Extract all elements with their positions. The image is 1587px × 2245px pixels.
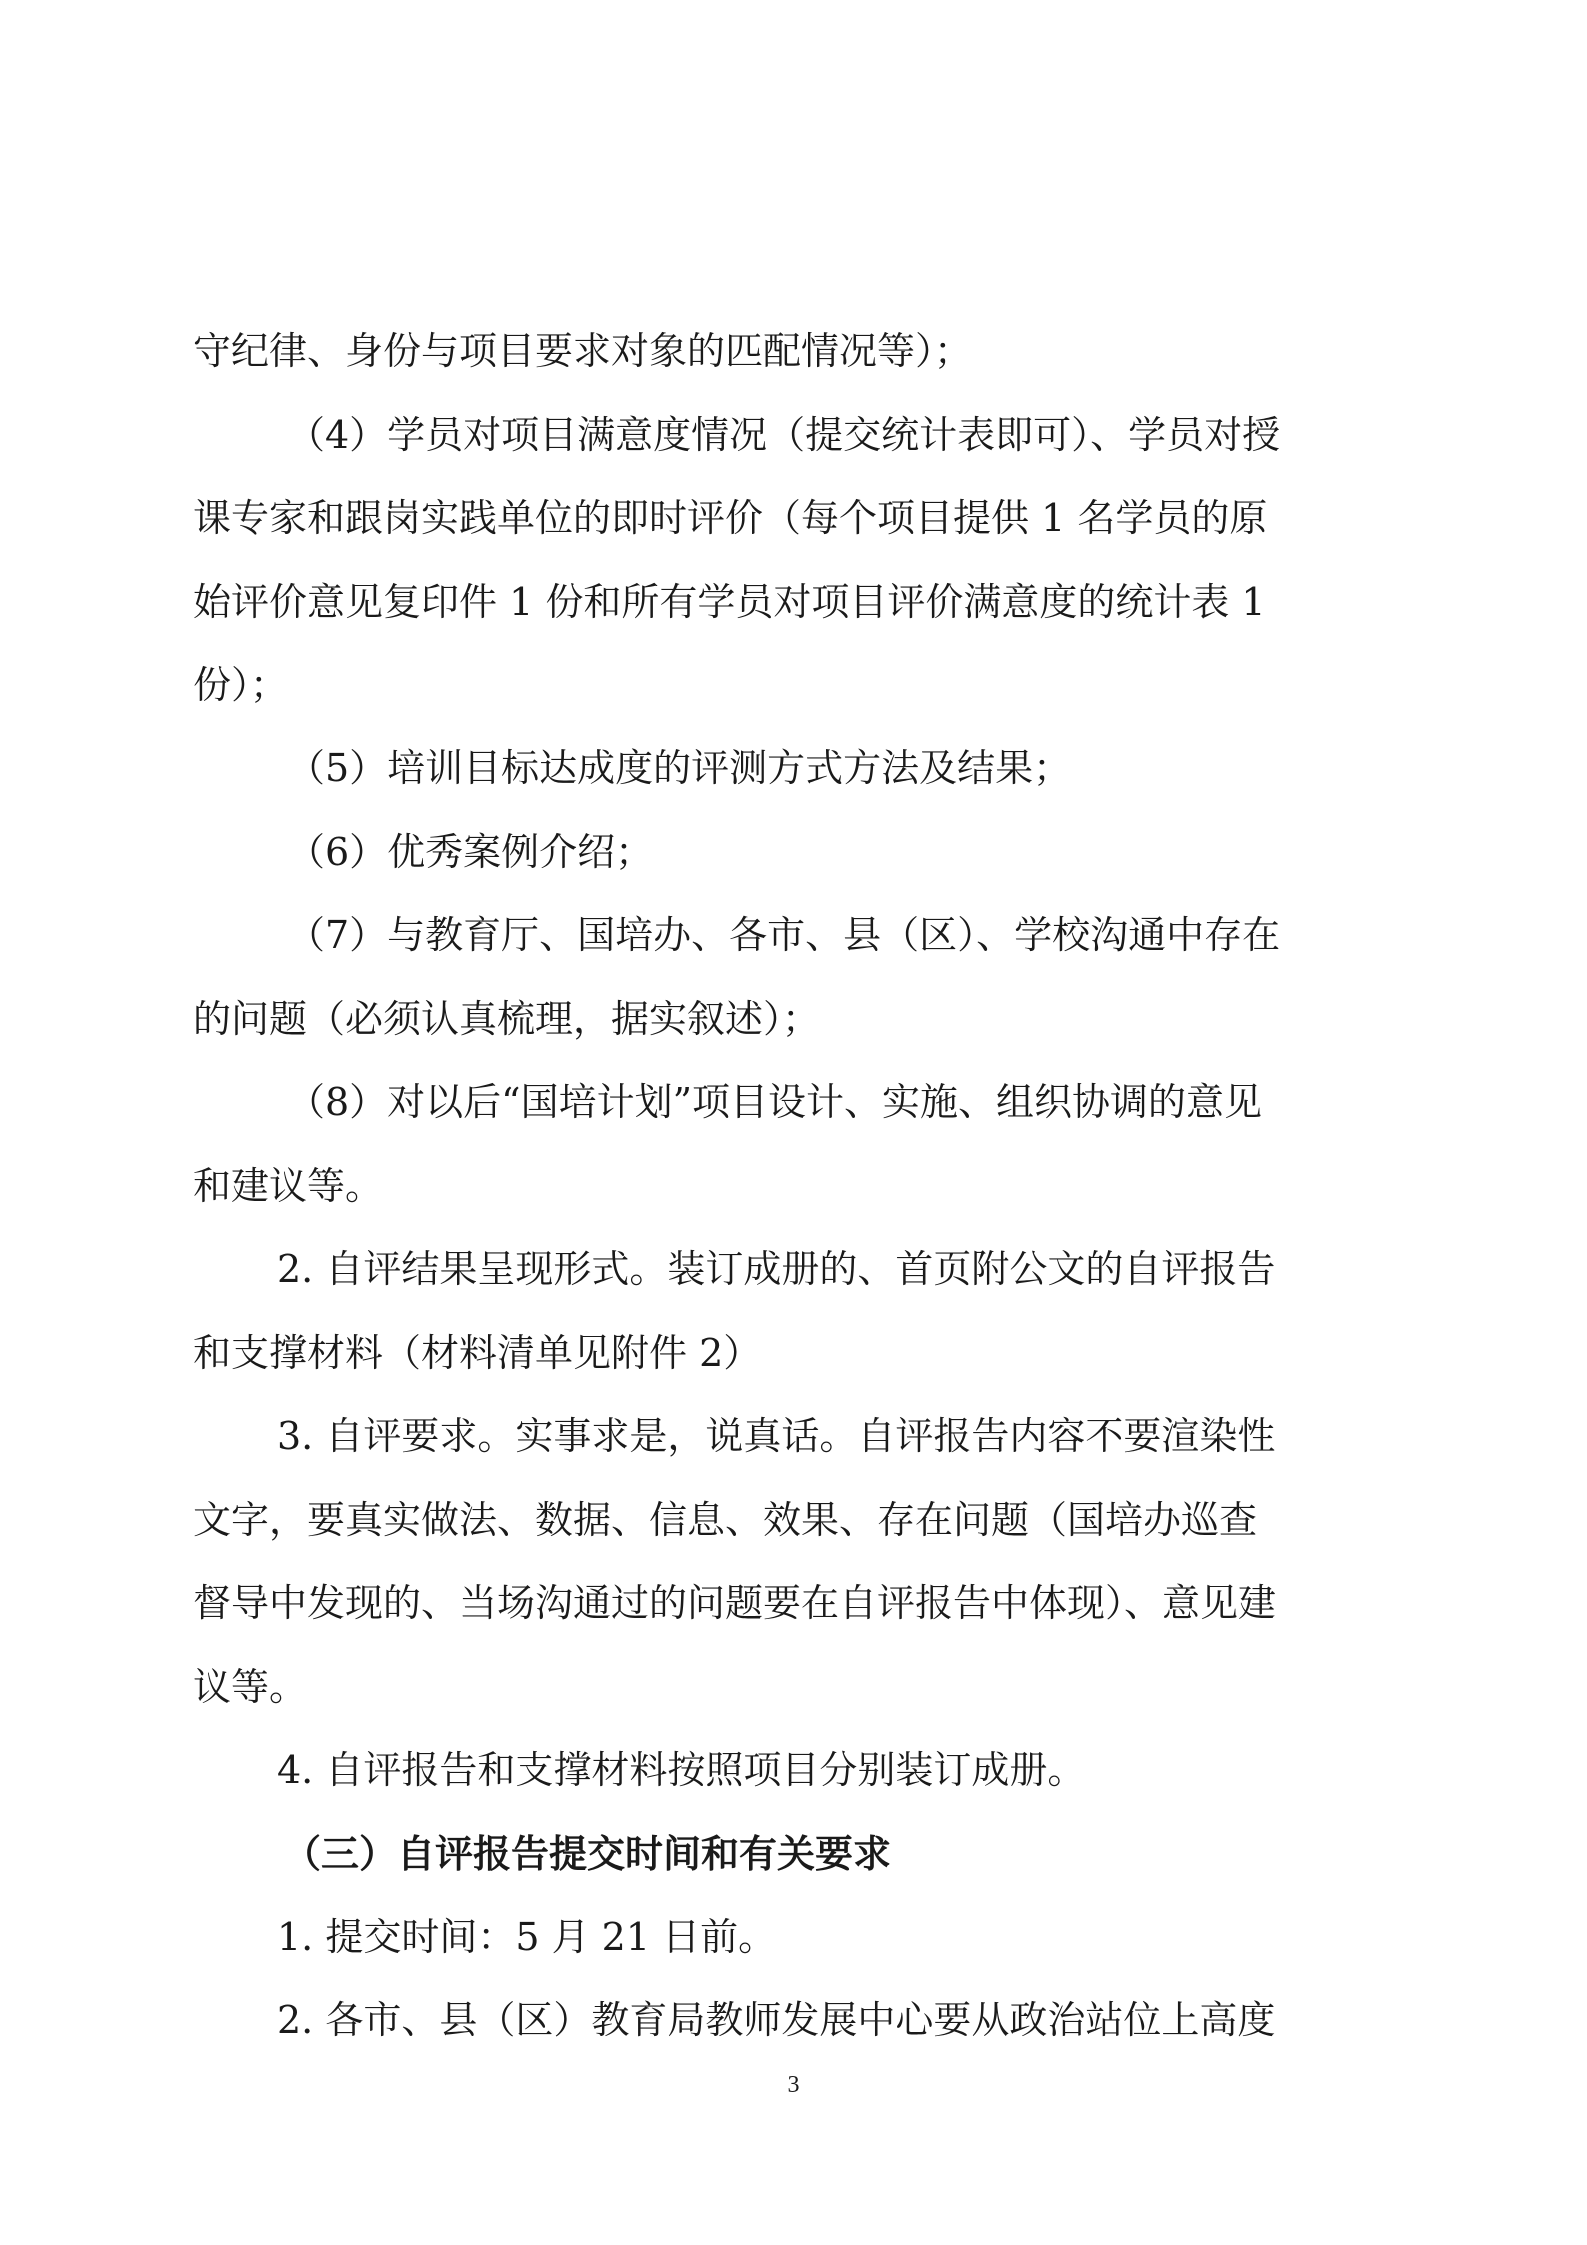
page-number: 3: [787, 2072, 800, 2098]
text-line-15: 文字，要真实做法、数据、信息、效果、存在问题（国培办巡查: [193, 1498, 1258, 1542]
text-line-1: 守纪律、身份与项目要求对象的匹配情况等）；: [193, 329, 973, 373]
text-line-9: 的问题（必须认真梳理，据实叙述）；: [193, 997, 821, 1041]
text-line-16: 督导中发现的、当场沟通过的问题要在自评报告中体现）、意见建: [193, 1581, 1277, 1625]
text-line-18: 4. 自评报告和支撑材料按照项目分别装订成册。: [277, 1748, 1086, 1792]
text-line-4: 始评价意见复印件 1 份和所有学员对项目评价满意度的统计表 1: [193, 580, 1266, 624]
text-line-12: 2. 自评结果呈现形式。装订成册的、首页附公文的自评报告: [277, 1247, 1276, 1291]
text-line-7: （6）优秀案例介绍；: [287, 830, 654, 874]
text-line-13: 和支撑材料（材料清单见附件 2）: [193, 1331, 762, 1375]
text-line-20: 1. 提交时间：5 月 21 日前。: [277, 1915, 777, 1959]
text-line-5: 份）；: [193, 663, 289, 707]
text-line-3: 课专家和跟岗实践单位的即时评价（每个项目提供 1 名学员的原: [193, 496, 1268, 540]
text-line-8: （7）与教育厅、国培办、各市、县（区）、学校沟通中存在: [287, 913, 1281, 957]
text-line-17: 议等。: [193, 1665, 308, 1709]
text-line-14: 3. 自评要求。实事求是，说真话。自评报告内容不要渲染性: [277, 1414, 1276, 1458]
section-heading: （三）自评报告提交时间和有关要求: [283, 1832, 892, 1876]
text-line-10: （8）对以后“国培计划”项目设计、实施、组织协调的意见: [287, 1080, 1263, 1124]
text-line-11: 和建议等。: [193, 1164, 384, 1208]
text-line-6: （5）培训目标达成度的评测方式方法及结果；: [287, 746, 1072, 790]
text-line-2: （4）学员对项目满意度情况（提交统计表即可）、学员对授: [287, 413, 1281, 457]
text-line-21: 2. 各市、县（区）教育局教师发展中心要从政治站位上高度: [277, 1998, 1276, 2042]
